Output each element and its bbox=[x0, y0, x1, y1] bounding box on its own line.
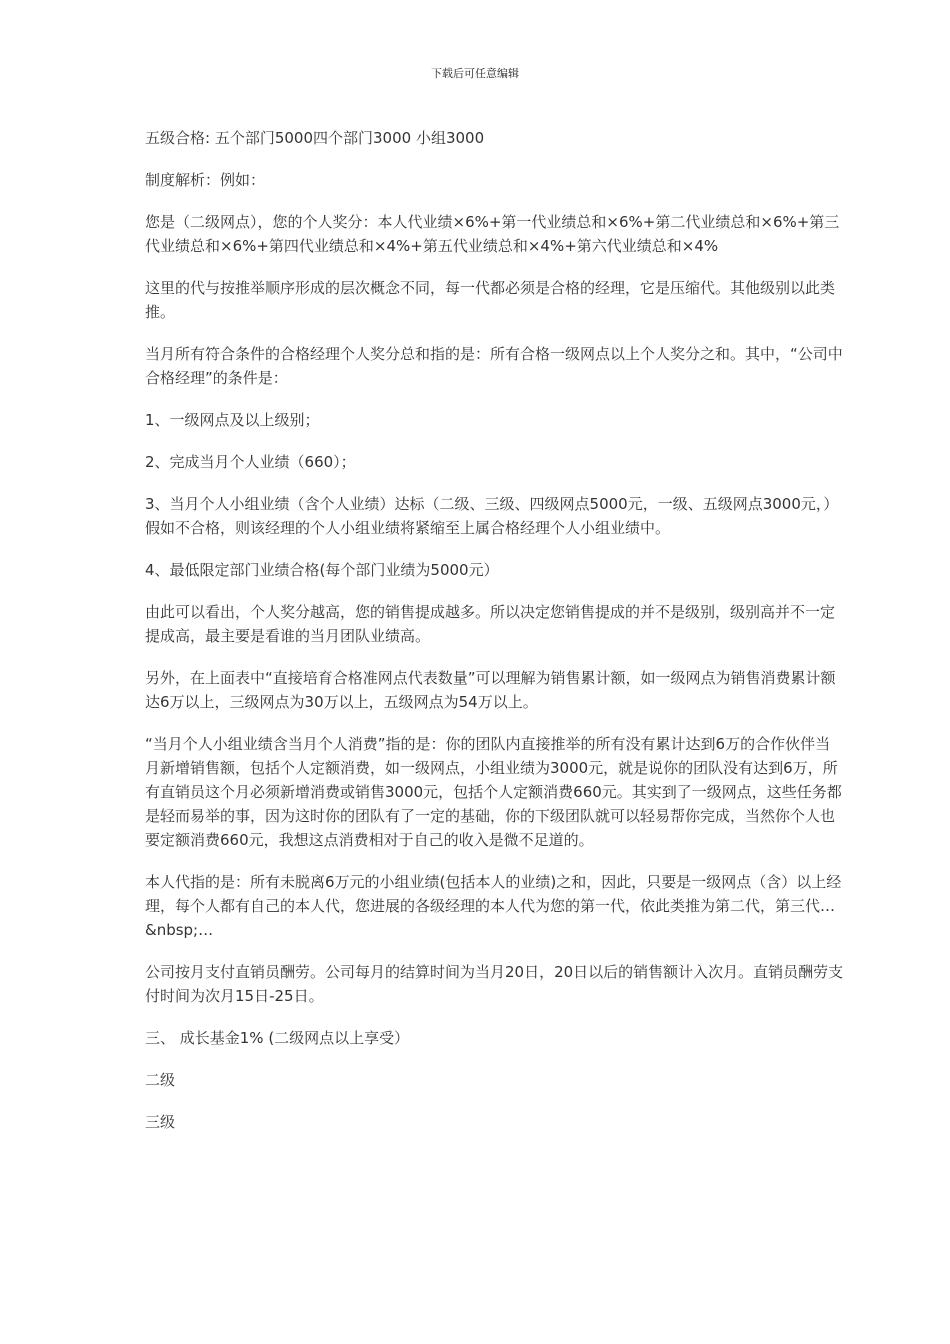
paragraph-generation-concept: 这里的代与按推举顺序形成的层次概念不同，每一代都必须是合格的经理，它是压缩代。其他级别以此类推。 bbox=[145, 279, 836, 321]
paragraph-bonus-conclusion: 由此可以看出，个人奖分越高，您的销售提成越多。所以决定您销售提成的并不是级别，级别高并不一定提成高，最主要是看谁的当月团队业绩高。 bbox=[145, 603, 836, 645]
paragraph-condition-2: 2、完成当月个人业绩（660）； bbox=[145, 453, 356, 471]
page-header: 下载后可任意编辑 bbox=[431, 67, 519, 80]
document-body bbox=[145, 126, 845, 1152]
paragraph-cumulative-sales: 另外，在上面表中“直接培育合格准网点代表数量”可以理解为销售累计额，如一级网点为销售消费累计额达6万以上，三级网点为30万以上，五级网点为54万以上。 bbox=[145, 669, 836, 711]
paragraph-condition-3: 3、当月个人小组业绩（含个人业绩）达标（二级、三级、四级网点5000元，一级、五级网点3000元，）假如不合格，则该经理的个人小组业绩将紧缩至上属合格经理个人小组业绩中。 bbox=[145, 495, 839, 537]
paragraph-analysis-intro: 制度解析：例如： bbox=[145, 171, 266, 189]
paragraph-payment-schedule: 公司按月支付直销员酬劳。公司每月的结算时间为当月20日，20日以后的销售额计入次月。直销员酬劳支付时间为次月15日-25日。 bbox=[145, 963, 844, 1005]
paragraph-qualified-manager: 当月所有符合条件的合格经理个人奖分总和指的是：所有合格一级网点以上个人奖分之和。其中，“公司中合格经理”的条件是： bbox=[145, 345, 843, 387]
paragraph-condition-1: 1、一级网点及以上级别； bbox=[145, 411, 320, 429]
paragraph-bonus-formula: 您是（二级网点），您的个人奖分：本人代业绩×6%+第一代业绩总和×6%+第二代业绩总和×6%+第三代业绩总和×6%+第四代业绩总和×4%+第五代业绩总和×4%+第六代业绩总和×4% bbox=[145, 213, 840, 255]
paragraph-level-3: 三级 bbox=[145, 1113, 176, 1131]
paragraph-level5-qualification: 五级合格: 五个部门5000四个部门3000 小组3000 bbox=[145, 129, 485, 147]
paragraph-own-generation: 本人代指的是：所有未脱离6万元的小组业绩(包括本人的业绩)之和，因此，只要是一级网点（含）以上经理，每个人都有自己的本人代，您进展的各级经理的本人代为您的第一代，依此类推为第二代，第三代… &nbsp;… bbox=[145, 873, 842, 939]
paragraph-group-performance: “当月个人小组业绩含当月个人消费”指的是：你的团队内直接推举的所有没有累计达到6万的合作伙伴当月新增销售额，包括个人定额消费，如一级网点，小组业绩为3000元，就是说你的团队没有达到6万，所有直销员这个月必须新增消费或销售3000元，包括个人定额消费660元。其实到了一级网点，这些任务都是轻而易举的事，因为这时你的团队有了一定的基础，你的下级团队就可以轻易帮你完成，当然你个人也要定额消费660元，我想这点消费相对于自己的收入是微不足道的。 bbox=[145, 735, 842, 849]
paragraph-level-2: 二级 bbox=[145, 1071, 176, 1089]
paragraph-growth-fund: 三、 成长基金1% (二级网点以上享受） bbox=[145, 1029, 410, 1047]
paragraph-condition-4: 4、最低限定部门业绩合格(每个部门业绩为5000元） bbox=[145, 561, 499, 579]
